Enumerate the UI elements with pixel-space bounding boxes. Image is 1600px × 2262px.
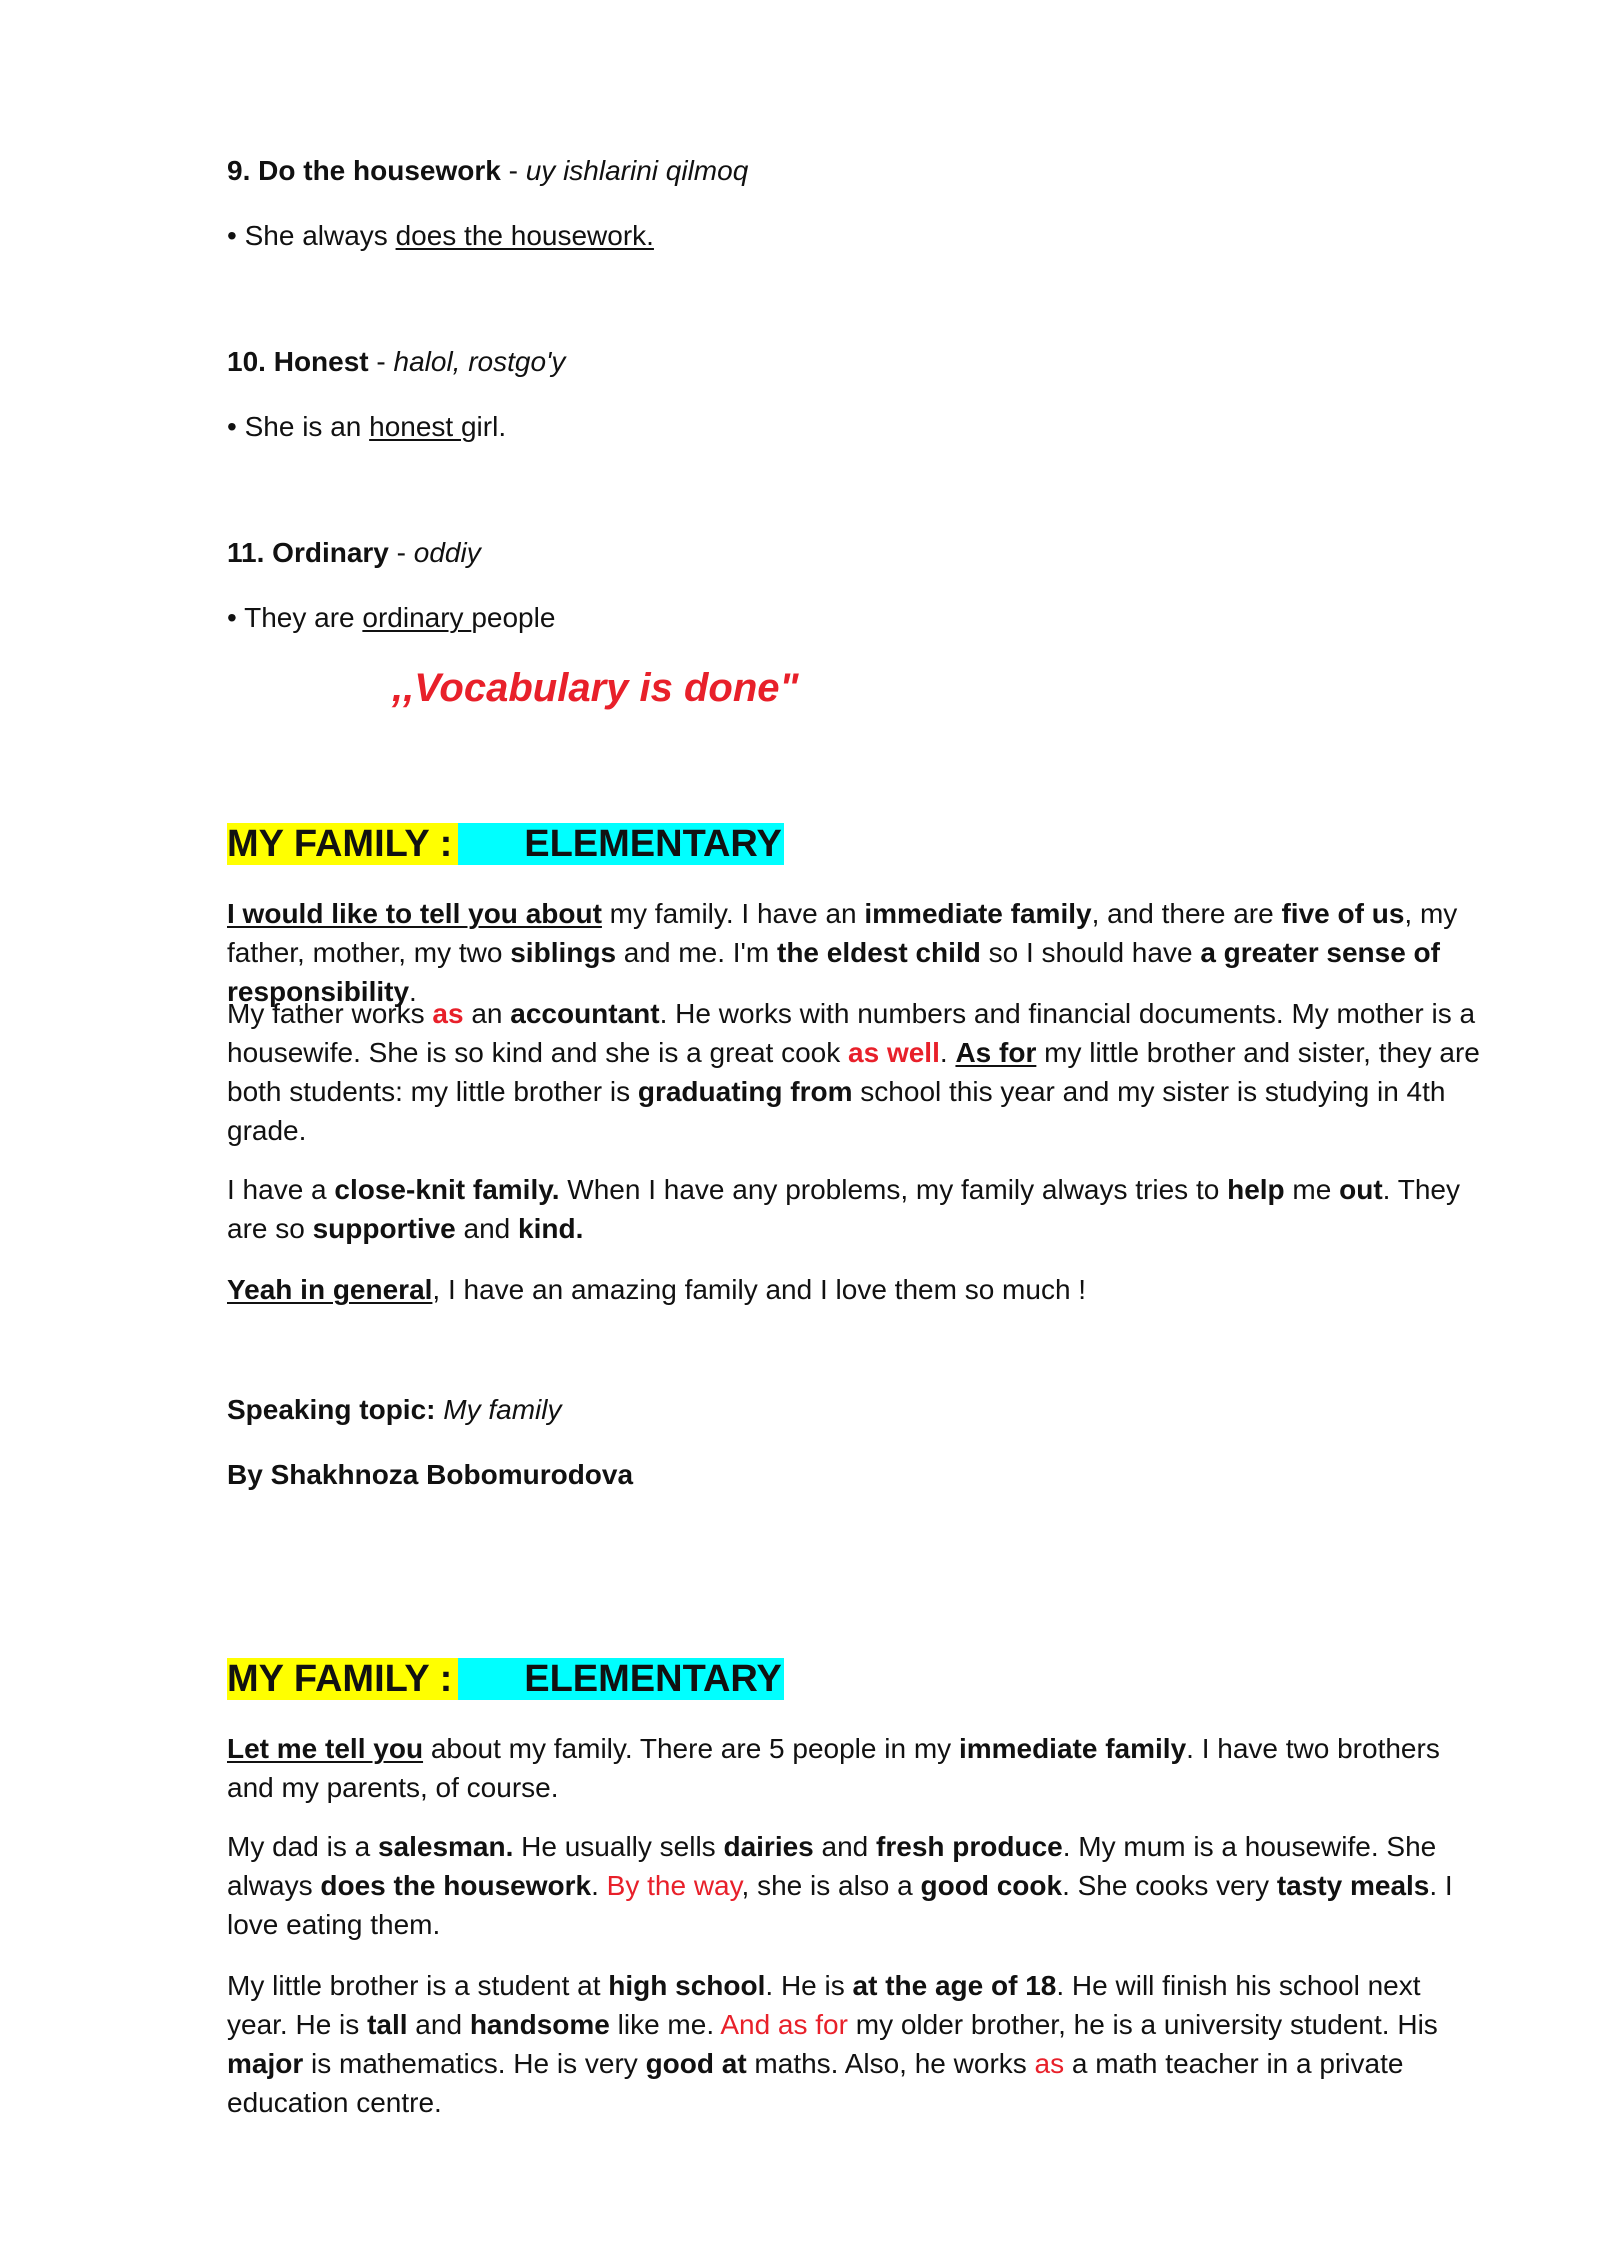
example-text: people (471, 602, 556, 633)
vocab-item-9 (227, 151, 748, 190)
heading-left: MY FAMILY : (227, 823, 458, 865)
heading-left: MY FAMILY : (227, 1658, 458, 1700)
section-heading-1 (227, 819, 784, 869)
example-text: She always (244, 220, 396, 251)
essay2-paragraph-2: My dad is a salesman. He usually sells dairies and fresh produce. My mum is a housewife. She always does the housework. By the way, she is also a good cook. She cooks very tasty meals. I love eating them. (227, 1831, 1453, 1940)
vocab-term-number: 11. (227, 537, 265, 568)
vocab-translation: oddiy (413, 537, 481, 568)
example-text: She is an (244, 411, 370, 442)
author-line: By Shakhnoza Bobomurodova (227, 1459, 634, 1490)
bullet: • (227, 602, 237, 633)
vocab-separator: - (500, 155, 526, 186)
vocab-translation: halol, rostgo'y (393, 346, 566, 377)
essay1-paragraph-4: Yeah in general, I have an amazing family and I love them so much ! (227, 1274, 1087, 1305)
vocab-example-9 (227, 216, 654, 255)
vocab-separator: - (388, 537, 414, 568)
vocab-item-11 (227, 533, 481, 572)
heading-right: ELEMENTARY (458, 1658, 784, 1700)
speaking-topic (227, 1390, 561, 1429)
example-underlined: does the housework. (395, 220, 654, 251)
essay1-paragraph-1: I would like to tell you about my family. I have an immediate family, and there are five of us, my father, mother, my two siblings and me. I'm the eldest child so I should have a greater sense of responsibility. (227, 898, 1458, 1007)
bullet: • (227, 220, 237, 251)
heading-right: ELEMENTARY (458, 823, 784, 865)
example-text: girl. (460, 411, 507, 442)
example-text: They are (244, 602, 363, 633)
vocab-item-10 (227, 342, 565, 381)
speaking-topic-value: My family (435, 1394, 562, 1425)
bullet: • (227, 411, 237, 442)
vocab-term: Honest (273, 346, 369, 377)
section-heading-2 (227, 1654, 784, 1704)
essay2-paragraph-1: Let me tell you about my family. There are 5 people in my immediate family. I have two brothers and my parents, of course. (227, 1733, 1440, 1803)
essay1-paragraph-3: I have a close-knit family. When I have any problems, my family always tries to help me out. They are so supportive and kind. (227, 1174, 1460, 1244)
vocab-example-11 (227, 598, 555, 637)
example-underlined: ordinary (362, 602, 472, 633)
vocabulary-done-note: ,,Vocabulary is done" (392, 666, 799, 710)
essay2-paragraph-3: My little brother is a student at high school. He is at the age of 18. He will finish his school next year. He is tall and handsome like me. And as for my older brother, he is a university student. His major is mathematics. He is very good at maths. Also, he works as a math teacher in a private education centre. (227, 1970, 1438, 2118)
vocab-term-number: 10. (227, 346, 266, 377)
essay1-paragraph-2: My father works as an accountant. He works with numbers and financial documents. My mother is a housewife. She is so kind and she is a great cook as well. As for my little brother and sister, they are both students: my little brother is graduating from school this year and my sister is studying in 4th grade. (227, 998, 1480, 1146)
vocab-separator: - (368, 346, 394, 377)
vocab-term: Ordinary (272, 537, 389, 568)
speaking-topic-label: Speaking topic: (227, 1394, 436, 1425)
vocab-term: Do the housework (258, 155, 501, 186)
vocab-term-number: 9. (227, 155, 251, 186)
example-underlined: honest (369, 411, 461, 442)
vocab-translation: uy ishlarini qilmoq (525, 155, 749, 186)
vocab-example-10 (227, 407, 506, 446)
